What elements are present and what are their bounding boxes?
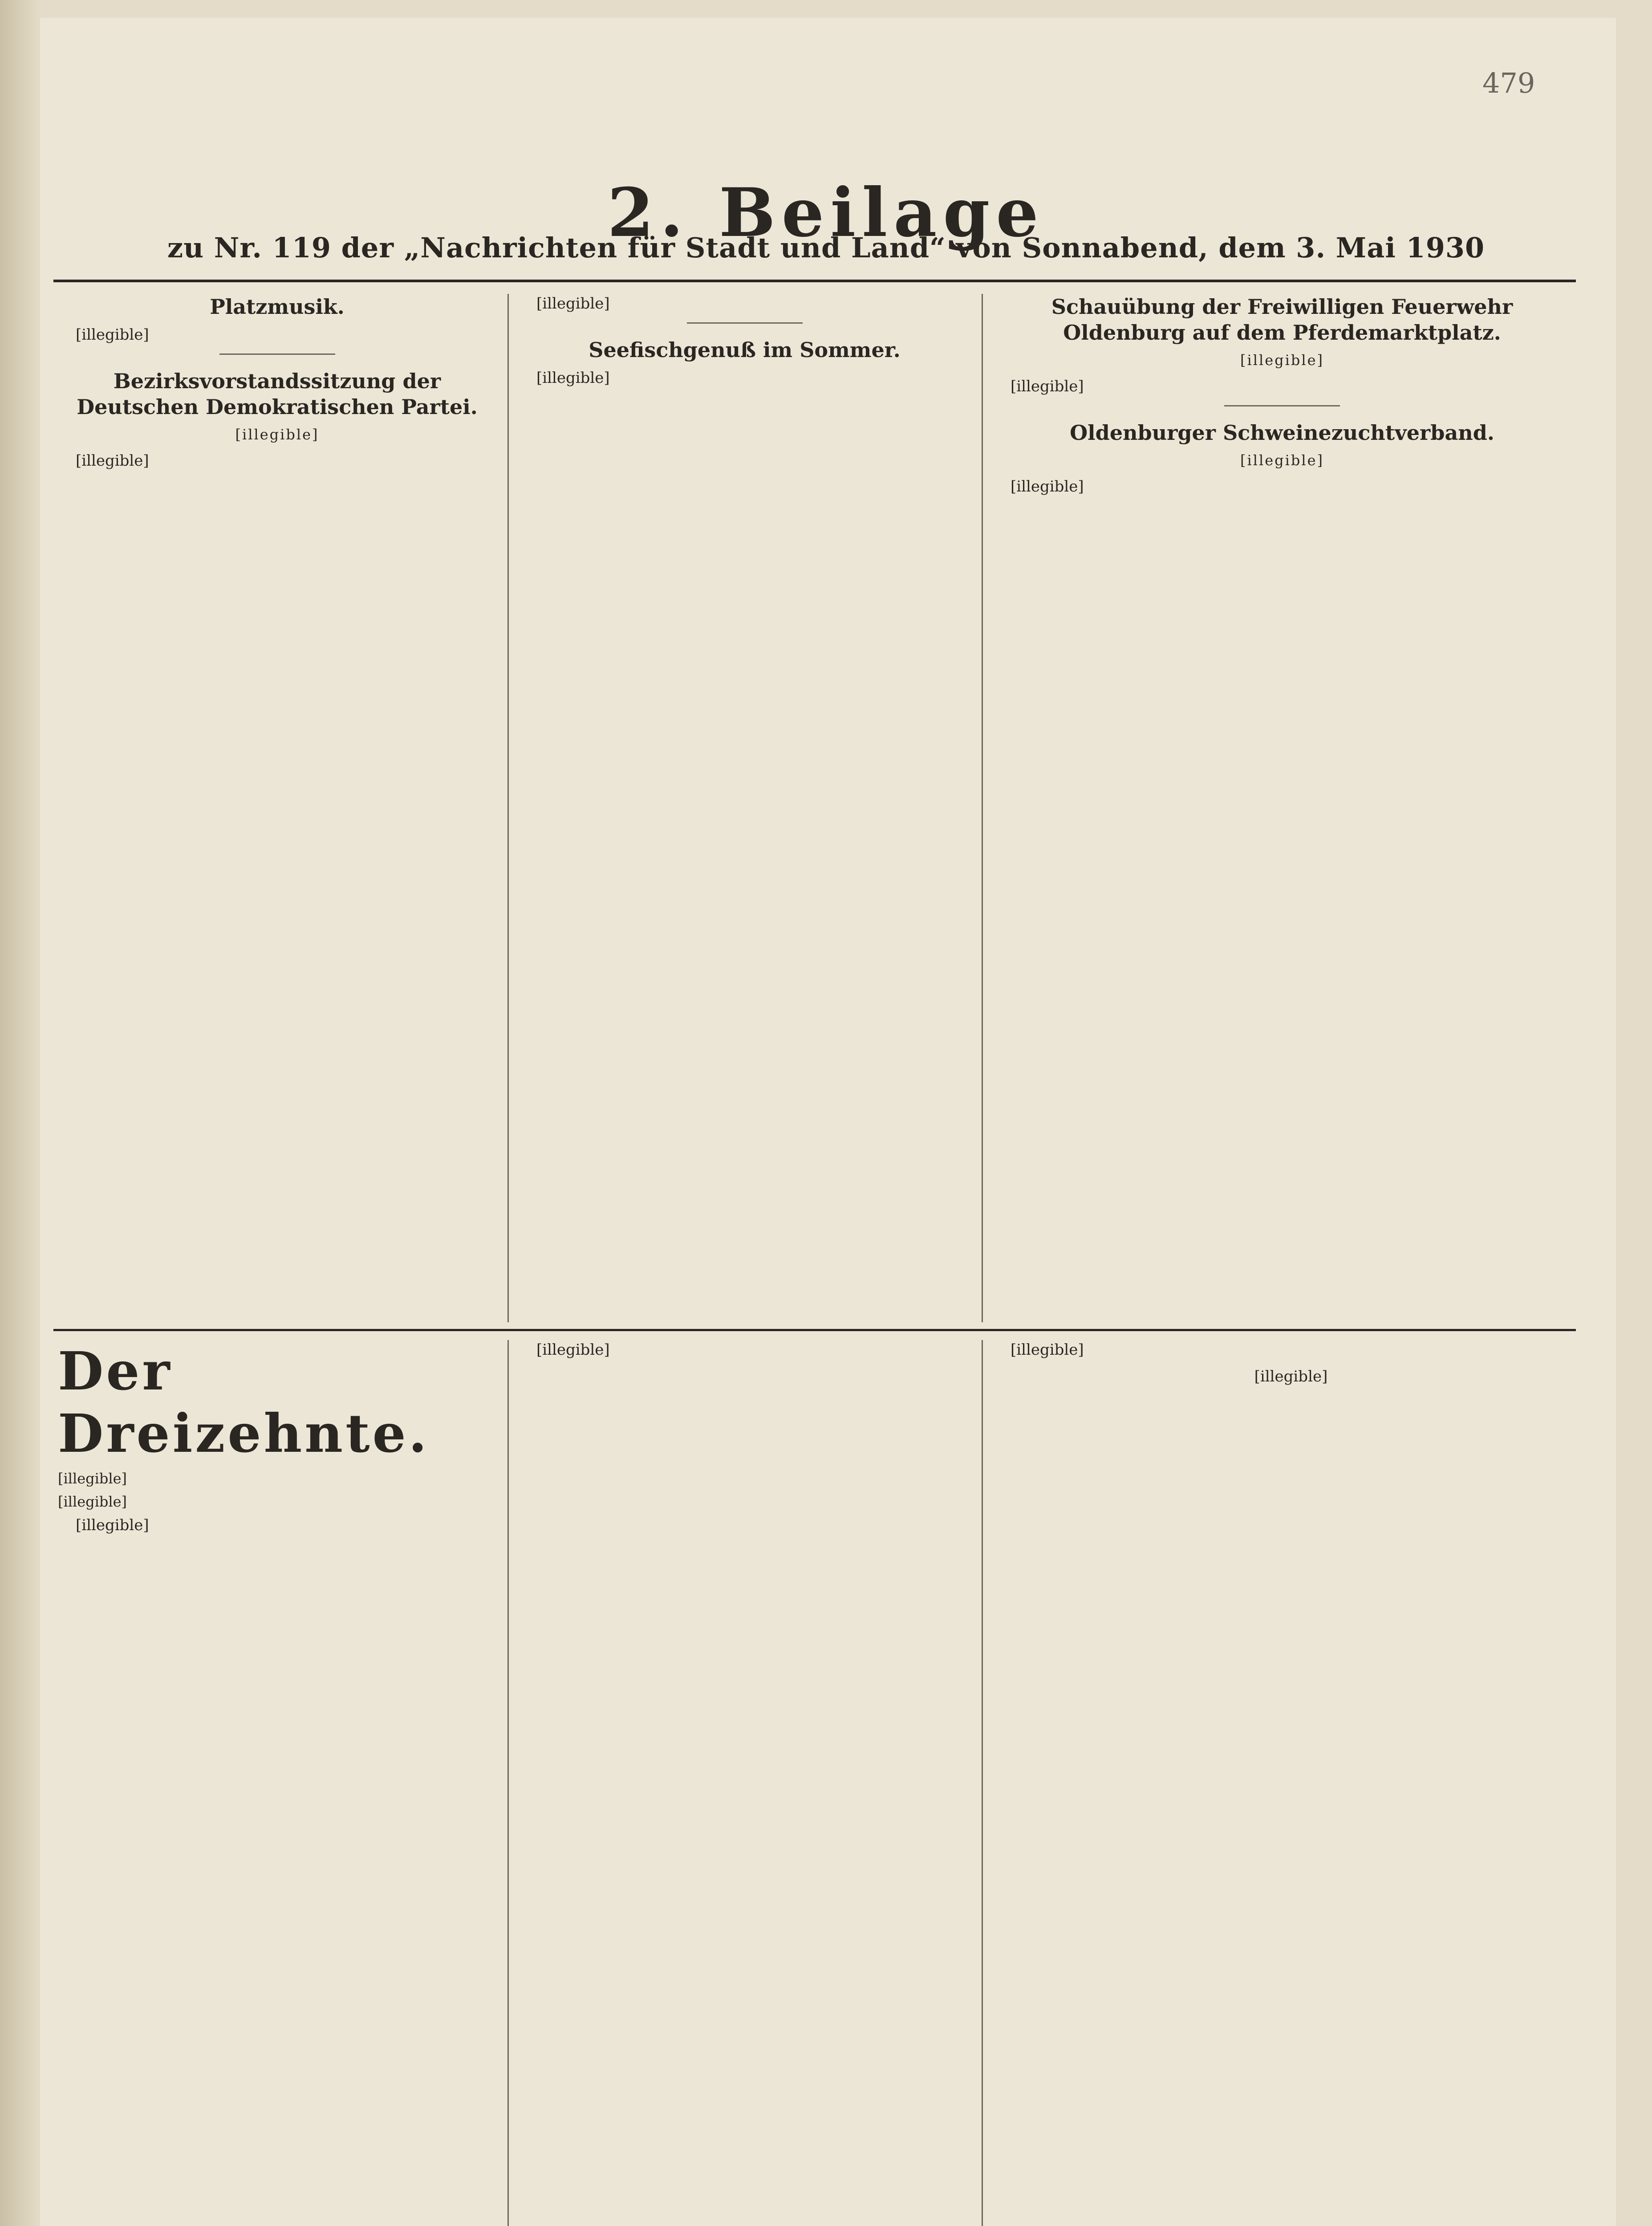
serial-closing: [illegible] bbox=[1254, 1368, 1328, 1385]
serial-installment: [illegible] bbox=[58, 1493, 127, 1510]
serial-rule bbox=[53, 1329, 1576, 1331]
serial-divider-1 bbox=[507, 1340, 509, 2226]
section-separator bbox=[687, 322, 803, 324]
scan-edge bbox=[0, 0, 40, 2226]
serial-byline: [illegible] bbox=[58, 1470, 127, 1487]
serial-paragraph: [illegible] bbox=[1011, 1341, 1084, 1359]
column-1 bbox=[58, 294, 496, 1322]
seefisch-title: Seefischgenuß im Sommer. bbox=[589, 338, 901, 362]
serial-paragraph: [illegible] bbox=[76, 1516, 149, 1534]
column-3 bbox=[993, 294, 1571, 1322]
feuerwehr-subtitle: [illegible] bbox=[1240, 352, 1324, 369]
serial-column-3 bbox=[993, 1340, 1571, 2226]
page-subheadline: zu Nr. 119 der „Nachrichten für Stadt und Land“ von Sonnabend, dem 3. Mai 1930 bbox=[167, 232, 1485, 264]
section-separator bbox=[1224, 405, 1340, 406]
schweinezucht-paragraph: [illegible] bbox=[1011, 478, 1084, 496]
serial-title: Der Dreizehnte. bbox=[58, 1340, 430, 1464]
bezirksvorstand-title: Bezirksvorstandssitzung der Deutschen Demokratischen Partei. bbox=[77, 369, 478, 419]
serial-column-2 bbox=[519, 1340, 970, 2226]
column-divider-2 bbox=[982, 294, 983, 1322]
bezirksvorstand-paragraph: [illegible] bbox=[76, 452, 149, 470]
section-separator bbox=[219, 353, 335, 355]
seefisch-paragraph: [illegible] bbox=[536, 369, 610, 387]
schweinezucht-title: Oldenburger Schweinezuchtverband. bbox=[1070, 421, 1494, 445]
page-headline: 2. Beilage bbox=[607, 174, 1045, 252]
header-rule bbox=[53, 280, 1576, 282]
serial-column-1 bbox=[58, 1340, 496, 2226]
column-2 bbox=[519, 294, 970, 1322]
page-number: 479 bbox=[1482, 67, 1535, 99]
column-2-continuation: [illegible] bbox=[536, 295, 610, 313]
platzmusik-paragraph: [illegible] bbox=[76, 326, 149, 344]
schweinezucht-subtitle: [illegible] bbox=[1240, 452, 1324, 469]
platzmusik-title: Platzmusik. bbox=[210, 295, 345, 319]
feuerwehr-title: Schauübung der Freiwilligen Feuerwehr Oldenburg auf dem Pferdemarktplatz. bbox=[1051, 295, 1513, 345]
column-divider-1 bbox=[507, 294, 509, 1322]
feuerwehr-paragraph: [illegible] bbox=[1011, 378, 1084, 395]
bezirksvorstand-subtitle: [illegible] bbox=[235, 426, 319, 443]
serial-paragraph: [illegible] bbox=[536, 1341, 610, 1359]
serial-divider-2 bbox=[982, 1340, 983, 2226]
